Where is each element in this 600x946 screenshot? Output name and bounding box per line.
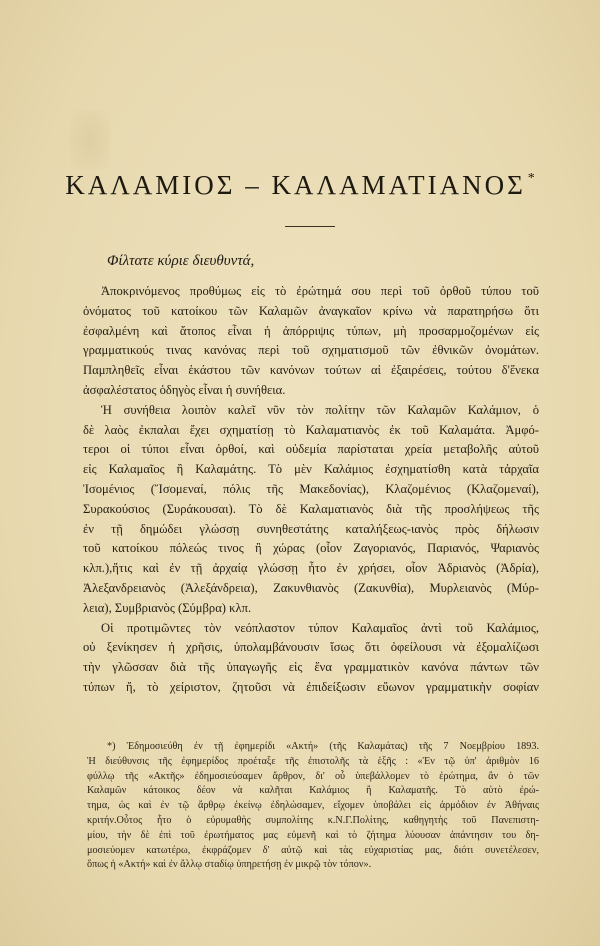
body-line: δὲ λαὸς ἐκπαλαι ἔχει σχηματίσῃ τὸ Καλαματιανὸς ἐκ τοῦ Καλαμάτα. Ἀμφό- (83, 422, 539, 437)
body-line: ἐσφαλμένη καὶ ἄτοπος εἶναι ἡ ἀπόρριψις τύπων, μὴ προσαρμοζομένων εἰς (83, 323, 539, 338)
body-line: Ἡ συνήθεια λοιπὸν καλεῖ νῦν τὸν πολίτην τῶν Καλαμῶν Καλάμιον, ὁ (101, 402, 539, 417)
footnote-line: τημα, ὡς καὶ ἐν τῷ ἄρθρῳ ἐκείνῳ ἐδηλώσαμεν, εἴχομεν ὑποβάλει εἰς ἁρμόδιον ἐν Ἀθήναις (87, 800, 539, 812)
page-title (0, 170, 600, 201)
salutation: Φίλτατε κύριε διευθυντά, (107, 253, 255, 269)
footnote-line: Καλαμῶν κάτοικος δέον νὰ καλῆται Καλάμιος ἢ Καλαματῆς. Τὸ αὐτὸ ἐρώ- (87, 785, 539, 797)
footnote-line: μίου, τὴν δὲ ἐπὶ τοῦ ἐρωτήματος μας εὐμενῆ καὶ τὸ ζήτημα λύουσαν ἀπάντησιν του δη- (87, 829, 539, 841)
body-line: ἀσφαλέστατος ὁδηγὸς εἶναι ἡ συνήθεια. (83, 382, 286, 397)
footnote-line: ὅπως ἡ «Ακτή» καὶ ἐν ἄλλῳ σταδίῳ ὑπηρετήσῃ ἐν μικρῷ τὸν τόπον». (87, 859, 372, 871)
footnote-line: *) Ἐδημοσιεύθη ἐν τῇ ἐφημερίδι «Ακτή» (τῆς Καλαμάτας) τῆς 7 Νοεμβρίου 1893. (107, 741, 539, 752)
paper-stain (70, 110, 110, 170)
body-line: τύπων ἤ, τὸ χείριστον, ζητοῦσι νὰ ἐπιδείξωσιν εὔωνον γραμματικὴν σοφίαν (83, 679, 539, 694)
title-divider (285, 226, 335, 227)
body-line: Οἱ προτιμῶντες τὸν νεόπλαστον τύπον Καλαμαῖος ἀντὶ τοῦ Καλάμιος, (101, 620, 539, 635)
body-line: Ἀλεξανδρειανὸς (Ἀλεξάνδρεια), Ζακυνθιανὸς (Ζακυνθία), Μυρλειανὸς (Μύρ- (83, 580, 539, 595)
body-line: τεροι οἱ τύποι εἶναι ὀρθοί, καὶ οὐδεμία παρίσταται χρεία μεταβολῆς αὐτοῦ (83, 442, 539, 457)
footnote-line: κριτήν.Οὗτος ἦτο ὁ εὐρυμαθὴς συμπολίτης κ.Ν.Γ.Πολίτης, καθηγητὴς τοῦ Πανεπιστη- (87, 814, 539, 826)
body-line: Ἀποκρινόμενος προθύμως εἰς τὸ ἐρώτημά σου περὶ τοῦ ὀρθοῦ τύπου τοῦ (101, 284, 539, 298)
footnote-line: μοσιεύομεν κατωτέρω, ἐκφράζομεν δ' αὐτῷ καὶ τὰς εὐχαριστίας μας, διότι συνετέλεσεν, (87, 844, 539, 856)
body-line: τοῦ κατοίκου πόλεώς τινος ἢ χώρας (οἷον Ζαγοριανός, Παριανός, Ψαριανὸς (83, 541, 539, 556)
body-line: ἐν τῇ δημώδει γλώσσῃ συνηθεστάτης καταλήξεως-ιανὸς πρὸς δήλωσιν (83, 521, 539, 536)
body-line: Συρακούσιος (Συράκουσαι). Τὸ δὲ Καλαματιανὸς διὰ τῆς προσλήψεως τῆς (83, 501, 539, 516)
title-text: ΚΑΛΑΜΙΟΣ – ΚΑΛΑΜΑΤΙΑΝΟΣ (65, 170, 526, 200)
body-line: τὴν γλῶσσαν διὰ τῆς ὑπαγωγῆς εἰς ἕνα γραμματικὸν κανόνα πάντων τῶν (83, 660, 539, 675)
body-line: γραμματικούς τινας κανόνας περὶ τοῦ σχηματισμοῦ τῶν ἐθνικῶν ὀνομάτων. (83, 343, 539, 358)
title-footnote-mark: * (527, 171, 535, 186)
body-line: Ἰσομένιος (Ἴσομεναί, πόλις τῆς Μακεδονίας), Κλαζομένιος (Κλαζομεναί), (83, 481, 539, 496)
body-line: κλπ.),ἥτις καὶ ἐν τῇ ἀρχαίᾳ γλώσσῃ ἦτο ἐν χρήσει, οἷον Ἀδριανὸς (Ἀδρία), (83, 561, 539, 576)
body-line: οὐ ξενίκησεν ἡ χρῆσις, ὑπολαμβάνουσιν ἴσως ὅτι ὀφείλουσι νὰ ἐξομαλίζωσι (83, 640, 539, 655)
body-line: λεια), Συμβριανὸς (Σύμβρα) κλπ. (83, 600, 252, 615)
letter-body (83, 282, 539, 698)
body-line: ὀνόματος τοῦ κατοίκου τῶν Καλαμῶν ἀναγκαῖον κρίνω νὰ παρατηρήσω ὅτι (83, 303, 539, 318)
body-line: Παμπληθεῖς εἶναι ἑκάστου τῶν κανόνων τούτων αἱ ἐξαιρέσεις, τούτου δ'ἕνεκα (83, 363, 539, 378)
footnote (87, 740, 539, 873)
footnote-line: φύλλῳ τῆς «Ακτῆς» ἐδημοσιεύσαμεν ἄρθρον, δι' οὗ ὑπεβάλλομεν τὸ ἐρώτημα, ἂν ὁ τῶν (87, 770, 539, 782)
footnote-line: Ἡ διεύθυνσις τῆς ἐφημερίδος προέταξε τῆς ἐπιστολῆς τὰ ἑξῆς : «Ἐν τῷ ὑπ' ἀριθμὸν 16 (87, 755, 539, 767)
body-line: εἰς Καλαμαῖος ἢ Καλαμάτης. Τὸ μὲν Καλάμιος ἐσχηματίσθη κατὰ τἀρχαῖα (83, 462, 539, 477)
